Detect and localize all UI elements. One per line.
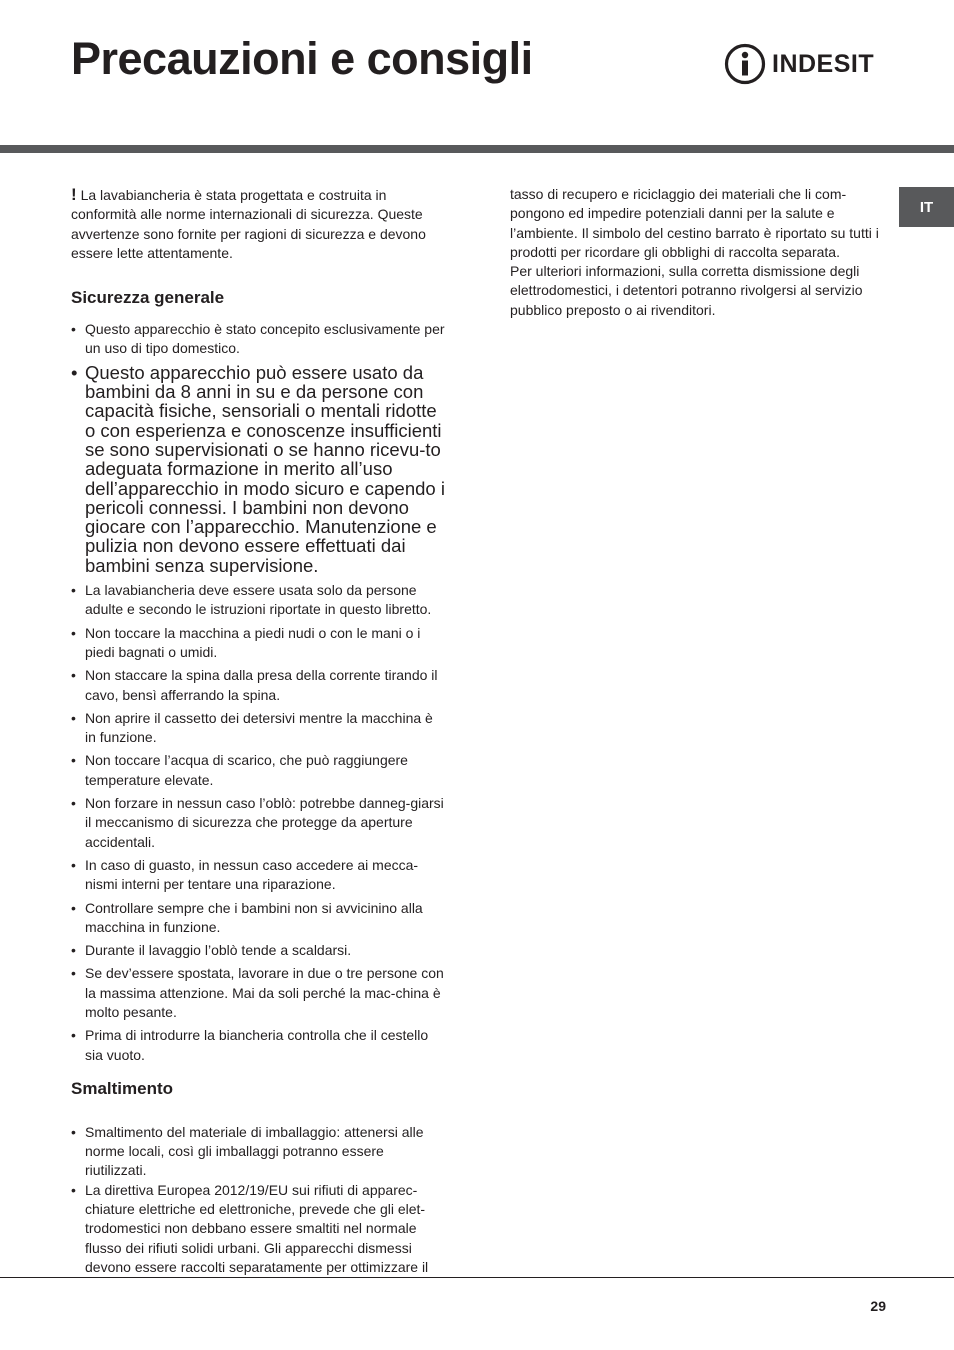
left-column: [71, 185, 447, 1277]
language-tab: IT: [899, 187, 954, 227]
list-item: • Questo apparecchio può essere usato da bambini da 8 anni in su e da persone con capacità fisiche, sensoriali o mentali ridotte o con esperienza e conoscenze insufficienti se sono supervisionati o se hanno ricevu-to adeguata formazione in merito all’uso dell’apparecchio in modo sicuro e capendo i pericoli connessi. I bambini non devono giocare con l’apparecchio. Manutenzione e pulizia non devono essere effettuati dai bambini senza supervisione.: [71, 363, 447, 575]
indesit-i-icon: [724, 43, 766, 85]
brand-logo: [724, 43, 874, 85]
list-item: • Non toccare l’acqua di scarico, che può raggiungere temperature elevate.: [71, 751, 447, 790]
intro-text: La lavabiancheria è stata progettata e costruita in conformità alle norme internazionali di sicurezza. Queste avvertenze sono fornite per ragioni di sicurezza e devono essere lette attentamente.: [71, 187, 426, 261]
list-item: • Controllare sempre che i bambini non si avvicinino alla macchina in funzione.: [71, 899, 447, 938]
list-item: • Non forzare in nessun caso l’oblò: potrebbe danneg-giarsi il meccanismo di sicurezza che protegge da aperture accidentali.: [71, 794, 447, 852]
list-item: • Durante il lavaggio l’oblò tende a scaldarsi.: [71, 941, 447, 960]
right-column: [510, 185, 886, 320]
header-rule: [0, 145, 954, 153]
right-paragraph-2: Per ulteriori informazioni, sulla corretta dismissione degli elettrodomestici, i detentori potranno rivolgersi al servizio pubblico preposto o ai rivenditori.: [510, 263, 863, 318]
list-item: • Prima di introdurre la biancheria controlla che il cestello sia vuoto.: [71, 1026, 447, 1065]
smaltimento-list: [71, 1123, 447, 1277]
footer-rule: [0, 1277, 954, 1278]
list-item: • Smaltimento del materiale di imballaggio: attenersi alle norme locali, così gli imballaggi potranno essere riutilizzati.: [71, 1123, 447, 1181]
brand-wordmark: INDESIT: [772, 49, 875, 78]
list-item: • La direttiva Europea 2012/19/EU sui rifiuti di apparec-chiature elettriche ed elettroniche, prevede che gli elet-trodomestici non debbano essere smaltiti nel normale flusso dei rifiuti solidi urbani. Gli apparecchi dismessi devono essere raccolti separatamente per ottimizzare il: [71, 1181, 447, 1277]
page-title: Precauzioni e consigli: [71, 33, 533, 84]
list-item: • Questo apparecchio è stato concepito esclusivamente per un uso di tipo domestico.: [71, 320, 447, 359]
sicurezza-list: [71, 320, 447, 1065]
list-item: • In caso di guasto, in nessun caso accedere ai mecca-nismi interni per tentare una riparazione.: [71, 856, 447, 895]
page-number: 29: [870, 1298, 886, 1314]
section-heading-smaltimento: Smaltimento: [71, 1078, 174, 1098]
right-paragraph-1: tasso di recupero e riciclaggio dei materiali che li com-pongono ed impedire potenziali danni per la salute e l’ambiente. Il simbolo del cestino barrato è riportato su tutti i prodotti per ricordare gli obblighi di raccolta separata.: [510, 186, 879, 260]
list-item: • Non toccare la macchina a piedi nudi o con le mani o i piedi bagnati o umidi.: [71, 624, 447, 663]
list-item: • Non staccare la spina dalla presa della corrente tirando il cavo, bensì afferrando la spina.: [71, 666, 447, 705]
warning-mark: !: [71, 185, 77, 204]
section-heading-sicurezza: Sicurezza generale: [71, 288, 225, 308]
list-item: • Se dev’essere spostata, lavorare in due o tre persone con la massima attenzione. Mai da soli perché la mac-china è molto pesante.: [71, 964, 447, 1022]
list-item: • La lavabiancheria deve essere usata solo da persone adulte e secondo le istruzioni riportate in questo libretto.: [71, 581, 447, 620]
intro-paragraph: [71, 185, 447, 263]
list-item: • Non aprire il cassetto dei detersivi mentre la macchina è in funzione.: [71, 709, 447, 748]
